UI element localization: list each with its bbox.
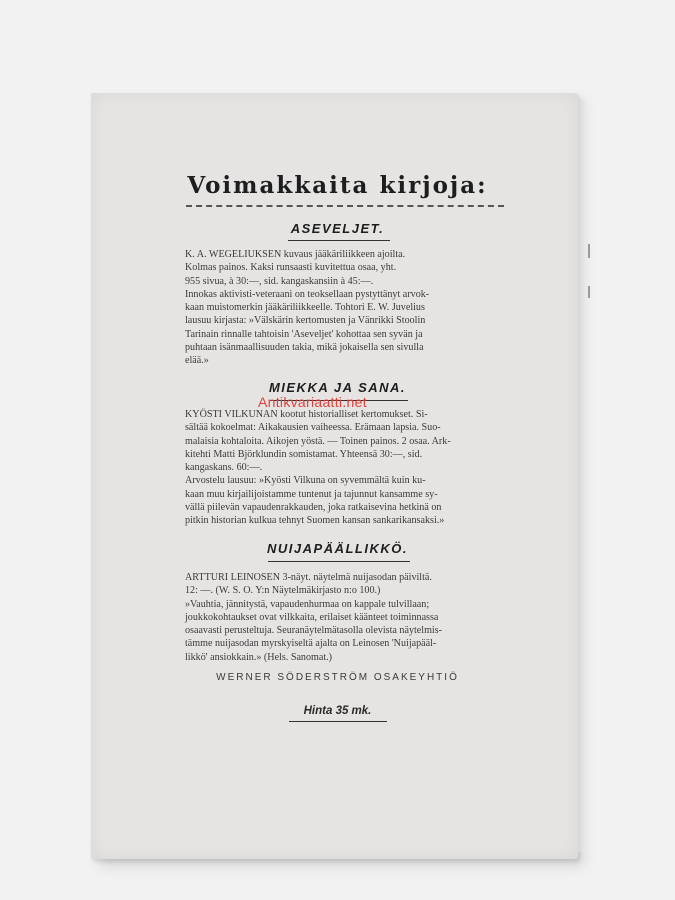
text-line: joukkokohtaukset ovat vilkkaita, erilaiset käänteet toiminnassa [185,611,439,623]
price-strike-line [289,721,387,722]
page-heading: Voimakkaita kirjoja: [187,172,488,199]
section-text-aseveljet [185,248,503,368]
text-line: kaan muistomerkin jääkäriliikkeelle. Tohtori E. W. Juvelius [185,302,425,314]
price-label: Hinta 35 mk. [303,705,372,717]
text-line: tämme nuijasodan myrskyiseltä ajalta on Leinosen 'Nuijapääl- [185,638,437,650]
text-line: Innokas aktivisti-veteraani on teoksellaan pystyttänyt arvok- [185,288,430,300]
text-line: Arvostelu lausuu: »Kyösti Vilkuna on syvemmältä kuin ku- [185,475,426,487]
text-line: vällä piilevän vapaudenrakkauden, joka ratkaisevina hetkinä on [185,502,442,514]
text-line: kitehti Matti Björklundin somistamat. Yhteensä 30:—, sid. [185,448,423,460]
text-line: KYÖSTI VILKUNAN kootut historialliset kertomukset. Si- [185,409,428,420]
spine-mark [588,244,590,258]
heading-dashed-rule [186,205,504,207]
text-line: 12: —. (W. S. O. Y:n Näytelmäkirjasto n:o 100.) [185,585,381,597]
section-text-nuijapaallikko [185,571,503,664]
watermark-text: Antikvariaatti.net [258,394,367,410]
text-line: likkö' ansiokkain.» (Hels. Sanomat.) [185,651,333,663]
section-title-nuijapaallikko: NUIJAPÄÄLLIKKÖ. [267,541,408,556]
text-line: 955 sivua, à 30:—, sid. kangaskansiin à 45:—. [185,275,374,287]
publisher-name: WERNER SÖDERSTRÖM OSAKEYHTIÖ [216,672,459,683]
text-line: elää.» [185,355,209,367]
text-line: K. A. WEGELIUKSEN kuvaus jääkäriliikkeen ajoilta. [185,249,406,260]
text-line: pitkin historian kulkua tehnyt Suomen kansan sankarikansaksi.» [185,515,445,527]
section-underline [268,561,410,562]
spine-mark [588,286,590,298]
text-line: puhtaan isänmaallisuuden takia, mikä jokaisella sen sivulla [185,342,424,354]
section-underline [288,240,390,241]
section-title-aseveljet: ASEVELJET. [290,221,385,236]
text-line: lausuu kirjasta: »Välskärin kertomusten ja Vänrikki Stoolin [185,315,426,327]
section-title-miekka-ja-sana: MIEKKA JA SANA. [268,380,407,395]
text-line: kaan muu kirjailijoistamme tuntenut ja tajunnut kansamme sy- [185,488,438,500]
book-page-edge [578,100,586,852]
text-line: osaavasti perusteltuja. Seuranäytelmätasolla olevista näytelmis- [185,625,443,637]
text-line: »Vauhtia, jännitystä, vapaudenhurmaa on kappale tulvillaan; [185,598,430,610]
text-line: sältää kokoelmat: Aikakausien vaiheessa. Erämaan lapsia. Suo- [185,422,441,434]
text-line: kangaskans. 60:—. [185,462,263,474]
text-line: malaisia kohtaloita. Aikojen yöstä. — Toinen painos. 2 osaa. Ark- [185,435,451,447]
text-line: Tarinain rinnalle tahtoisin 'Aseveljet' kohottaa sen syvän ja [185,328,423,340]
section-text-miekka-ja-sana [185,408,503,528]
text-line: ARTTURI LEINOSEN 3-näyt. näytelmä nuijasodan päiviltä. [185,572,432,583]
text-line: Kolmas painos. Kaksi runsaasti kuvitettua osaa, yht. [185,262,397,274]
